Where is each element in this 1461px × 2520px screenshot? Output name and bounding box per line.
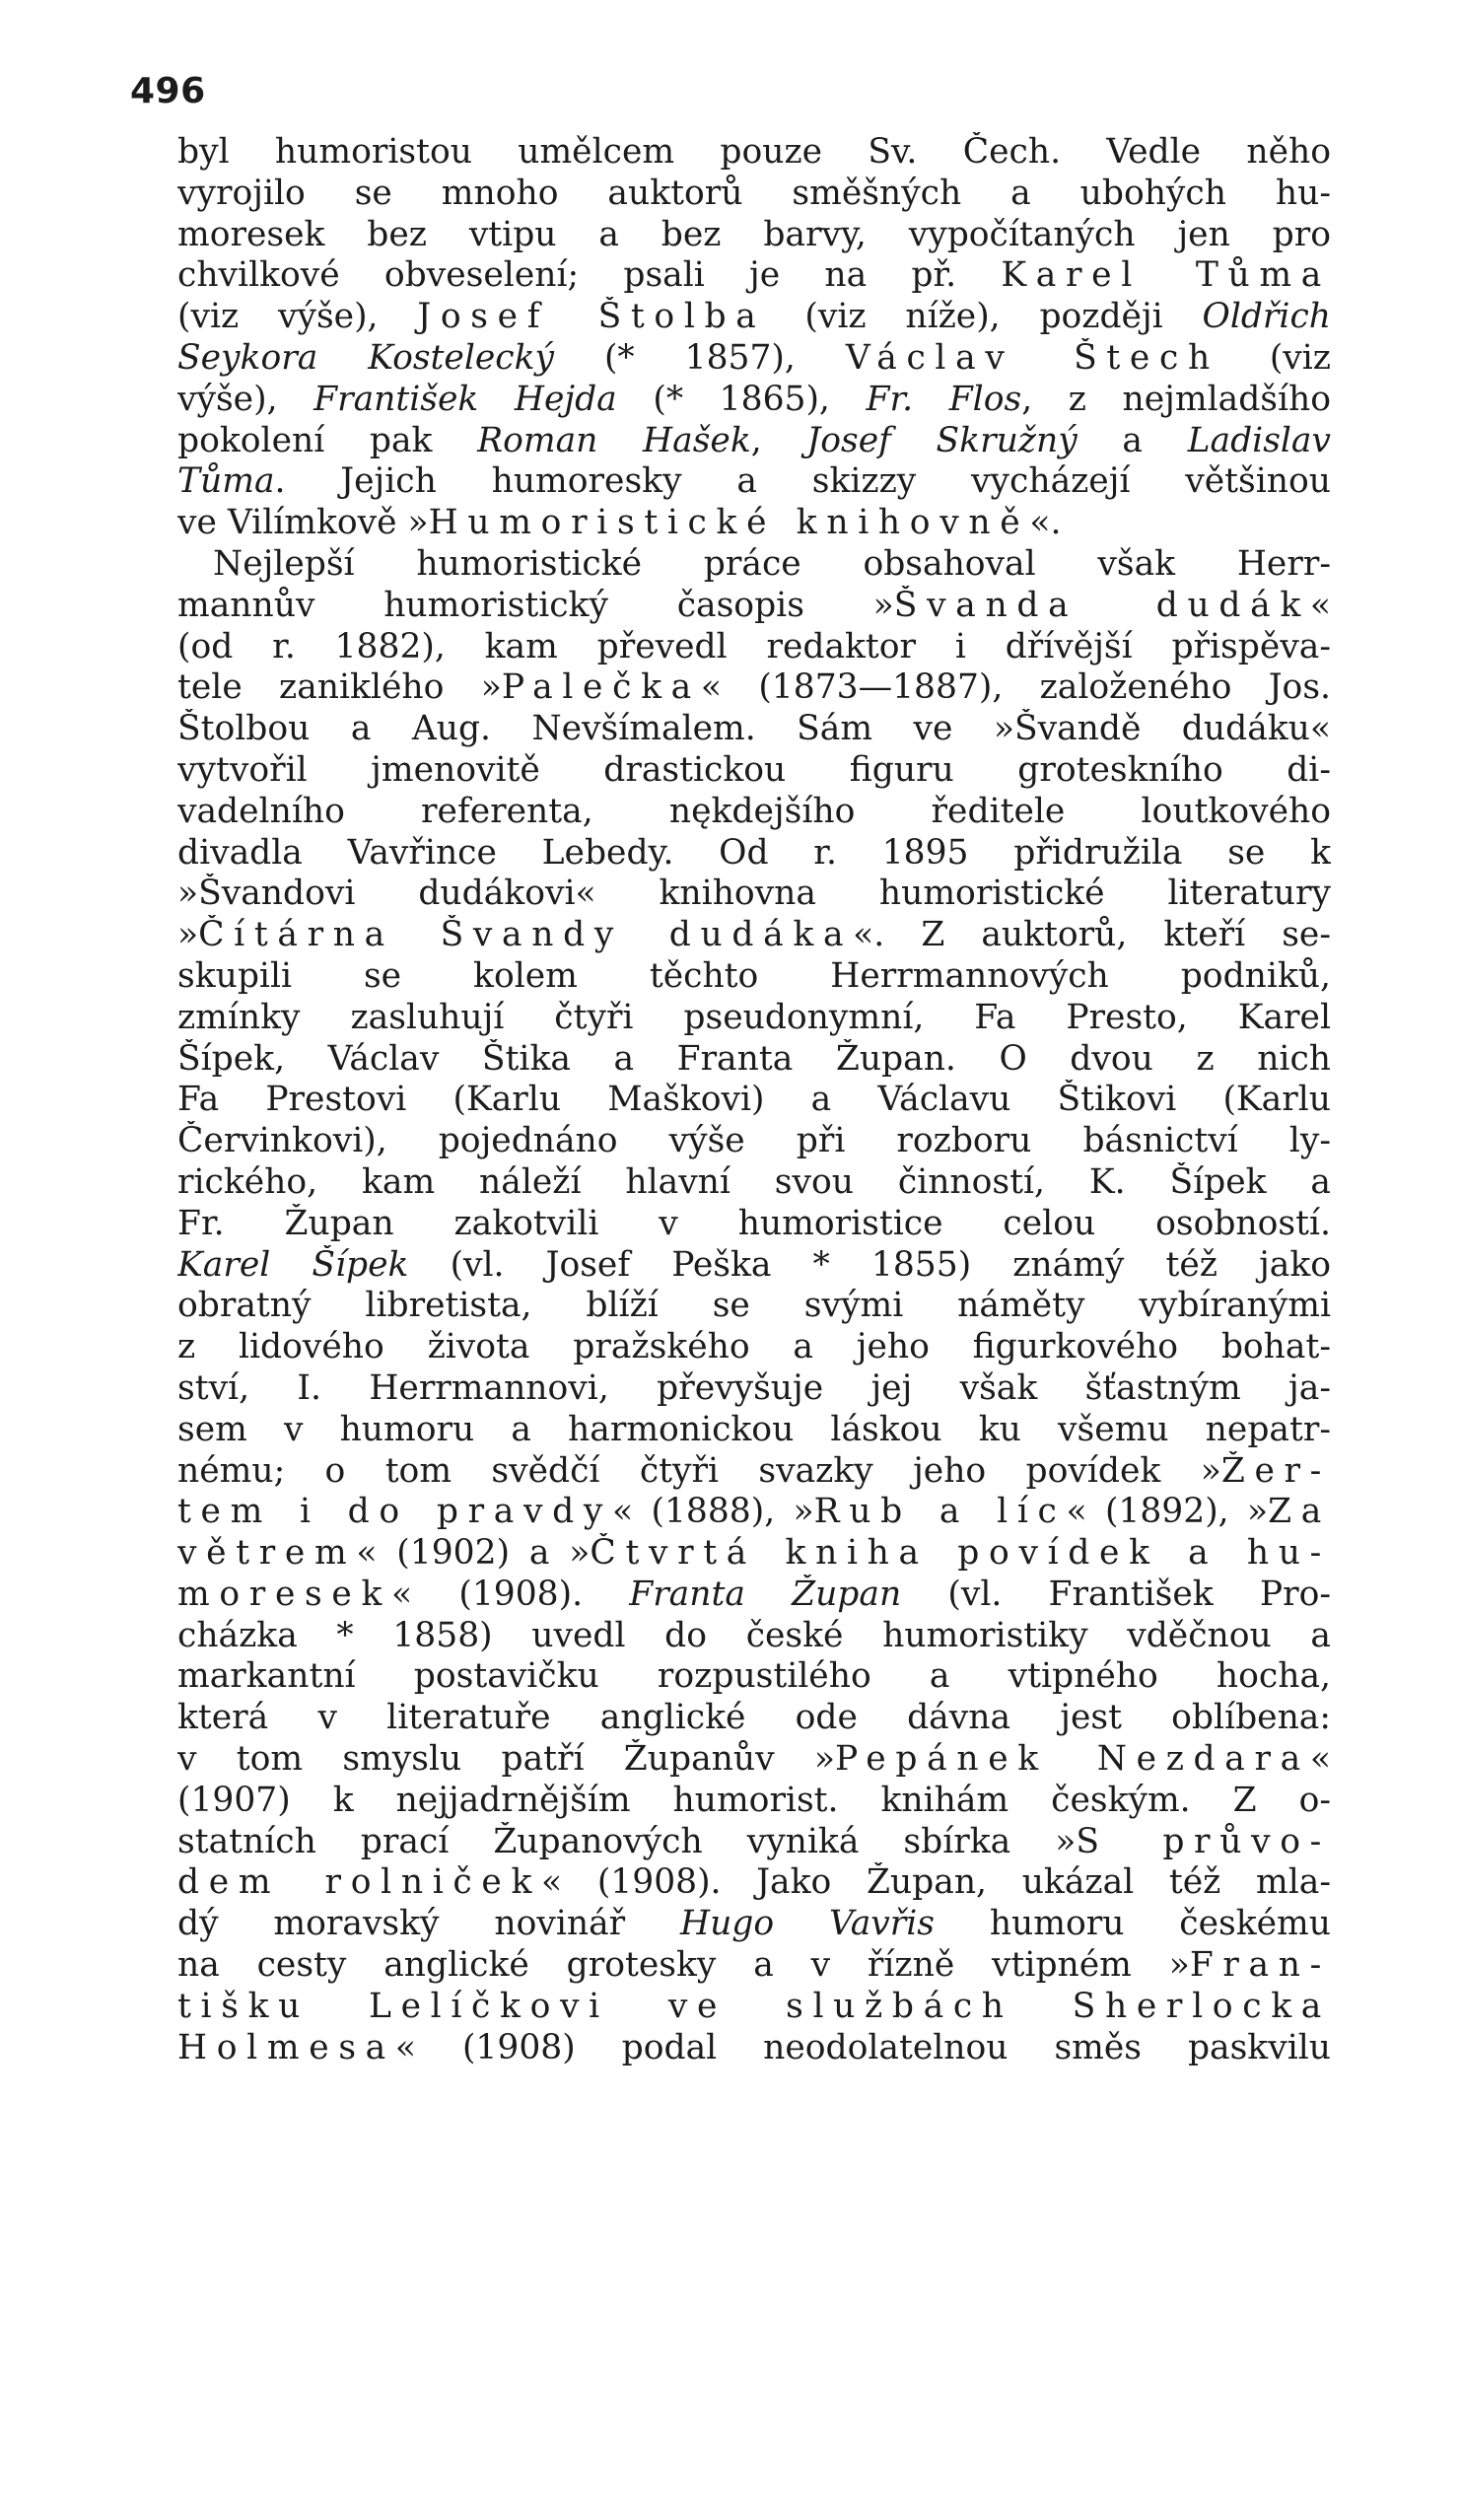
text-segment: »Švandovi dudákovi« knihovna humoristické literatury (177, 874, 1331, 914)
spaced-text: Čtvrtá kniha povídek a hu- (590, 1533, 1331, 1574)
text-segment: (viz níže), později (765, 297, 1203, 337)
text-segment: sem v humoru a harmonickou láskou ku všemu nepatr- (177, 1409, 1331, 1449)
text-segment: která v literatuře anglické ode dávna jest oblíbena: (177, 1698, 1331, 1738)
text-segment: humoru českému (935, 1904, 1331, 1944)
text-line (177, 1862, 1331, 1904)
text-segment: moresek bez vtipu a bez barvy, vypočítaných jen pro (177, 214, 1331, 254)
text-line (177, 421, 1331, 462)
text-line (177, 667, 1331, 709)
text-segment: (* 1865), (616, 379, 867, 419)
text-segment: » (177, 915, 199, 955)
spaced-text: Pepánek Nezdara (834, 1739, 1310, 1780)
text-segment: « (1908) podal neodolatelnou směs paskvilu (394, 2027, 1331, 2067)
text-line (177, 1781, 1331, 1822)
text-segment: vyrojilo se mnoho auktorů směšných a ubohých hu- (177, 173, 1331, 213)
text-segment: zmínky zasluhují čtyři pseudonymní, Fa Presto, Karel (177, 997, 1331, 1037)
spaced-text: Palečka (501, 667, 701, 708)
italic-name: Tůma (177, 461, 275, 502)
text-segment: Fr. Župan zakotvili v humoristice celou osobností. (177, 1203, 1331, 1243)
text-segment: (od r. 1882), kam převedl redaktor i dřívější přispěva- (177, 626, 1331, 666)
italic-name: Karel Šípek (177, 1244, 409, 1285)
text-line (177, 1616, 1331, 1657)
text-line (177, 792, 1331, 833)
text-segment: « (1892), » (1066, 1492, 1269, 1532)
text-line (177, 1162, 1331, 1204)
text-line (177, 1327, 1331, 1368)
spaced-text: tišku Lelíčkovi ve službách Sherlocka (177, 1986, 1331, 2026)
text-segment: obratný libretista, blíží se svými náměty vybíranými (177, 1286, 1331, 1326)
text-line (177, 915, 1331, 956)
italic-name: Seykora Kostelecký (177, 337, 555, 378)
text-segment: (vl. Josef Peška * 1855) známý též jako (408, 1244, 1331, 1285)
text-line (177, 2028, 1331, 2069)
text-segment: divadla Vavřince Lebedy. Od r. 1895 přidružila se k (177, 832, 1331, 873)
text-line (177, 380, 1331, 421)
text-line (177, 1904, 1331, 1945)
text-segment: « (1309, 1739, 1331, 1780)
italic-name: Franta Župan (629, 1574, 902, 1614)
text-segment: v tom smyslu patří Županův » (177, 1739, 835, 1780)
text-segment: (vl. František Pro- (901, 1574, 1331, 1614)
spaced-text: Žer- (1220, 1450, 1331, 1491)
body-text (177, 132, 1331, 2068)
text-segment: « (1888), » (612, 1492, 814, 1532)
text-line (177, 1533, 1331, 1575)
text-line (177, 255, 1331, 297)
text-line (177, 874, 1331, 915)
spaced-text: Rub a líc (813, 1492, 1067, 1532)
text-segment: , z nejmladšího (1021, 379, 1331, 419)
text-segment: nému; o tom svědčí čtyři svazky jeho povídek » (177, 1450, 1221, 1491)
spaced-text: dem rolniček (177, 1862, 542, 1903)
text-segment: cházka * 1858) uvedl do české humoristiky vděčnou a (177, 1615, 1331, 1655)
spaced-text: S průvo- (1076, 1821, 1331, 1861)
text-line (177, 544, 1331, 586)
text-line (177, 1987, 1331, 2028)
text-segment: « (1873—1887), založeného Jos. (700, 667, 1331, 708)
italic-name: Ladislav (1187, 420, 1331, 460)
text-line (177, 1739, 1331, 1781)
text-segment: (viz (1218, 337, 1331, 378)
text-segment: vytvořil jmenovitě drastickou figuru groteskního di- (177, 749, 1331, 790)
spaced-text: Čítárna Švandy dudáka (198, 915, 854, 955)
text-segment: Štolbou a Aug. Nevšímalem. Sám ve »Švandě dudáku« (177, 709, 1331, 749)
spaced-text: Václav Štech (845, 337, 1219, 378)
text-line (177, 297, 1331, 338)
text-segment: skupili se kolem těchto Herrmannových podniků, (177, 955, 1331, 996)
text-segment: rického, kam náleží hlavní svou činností, K. Šípek a (177, 1161, 1331, 1202)
text-line (177, 215, 1331, 256)
text-segment: Nejlepší humoristické práce obsahoval však Herr- (213, 543, 1331, 584)
text-segment: « (1902) a » (356, 1533, 591, 1574)
text-line (177, 1121, 1331, 1162)
italic-name: Josef Skružný (806, 420, 1078, 460)
text-segment: (1907) k nejjadrnějším humorist. knihám českým. Z o- (177, 1780, 1331, 1820)
text-segment: (viz výše), (177, 297, 418, 337)
text-line (177, 1410, 1331, 1451)
page-number: 496 (130, 71, 206, 111)
text-line (177, 1698, 1331, 1739)
italic-name: Hugo Vavřis (679, 1904, 936, 1944)
text-segment: markantní postavičku rozpustilého a vtipného hocha, (177, 1656, 1331, 1697)
text-line (177, 750, 1331, 792)
text-line (177, 461, 1331, 503)
text-segment: « (1908). Jako Župan, ukázal též mla- (541, 1862, 1331, 1903)
spaced-text: moresek (177, 1574, 392, 1614)
text-line (177, 1286, 1331, 1327)
spaced-text: Švanda dudák (893, 585, 1310, 625)
text-segment: pokolení pak (177, 420, 478, 460)
text-segment: « (1309, 585, 1331, 625)
italic-name: František Hejda (313, 379, 617, 419)
spaced-text: Holmesa (177, 2027, 395, 2067)
text-line (177, 1492, 1331, 1533)
text-line (177, 1822, 1331, 1863)
text-segment: výše), (177, 379, 314, 419)
text-segment: chvilkové obveselení; psali je na př. (177, 255, 1002, 296)
text-segment: dý moravský novinář (177, 1904, 680, 1944)
text-segment: « (1908). (391, 1574, 630, 1614)
spaced-text: Za (1268, 1492, 1331, 1532)
text-segment: (* 1857), (554, 337, 846, 378)
text-line (177, 1080, 1331, 1121)
text-line (177, 503, 1331, 544)
text-segment: vadelního referenta, nękdejšího ředitele loutkového (177, 791, 1331, 831)
text-line (177, 1451, 1331, 1493)
text-segment: Červinkovi), pojednáno výše při rozboru básnictví ly- (177, 1121, 1331, 1161)
spaced-text: tem i do pravdy (177, 1492, 613, 1532)
text-line (177, 1245, 1331, 1287)
text-line (177, 833, 1331, 875)
text-line (177, 586, 1331, 627)
text-line (177, 709, 1331, 750)
text-segment: a (1077, 420, 1188, 460)
text-line (177, 174, 1331, 215)
text-line (177, 956, 1331, 998)
spaced-text: Fran- (1189, 1945, 1331, 1986)
text-segment: Šípek, Václav Štika a Franta Župan. O dvou z nich (177, 1038, 1331, 1079)
text-segment: byl humoristou umělcem pouze Sv. Čech. Vedle něho (177, 132, 1331, 172)
text-line (177, 132, 1331, 174)
text-segment: ství, I. Herrmannovi, převyšuje jej však šťastným ja- (177, 1367, 1331, 1408)
spaced-text: Karel Tůma (1001, 255, 1331, 296)
text-line (177, 627, 1331, 668)
text-segment: ve Vilímkově » (177, 503, 429, 543)
spaced-text: Josef Štolba (417, 297, 766, 337)
text-line (177, 998, 1331, 1039)
text-line (177, 1945, 1331, 1987)
text-segment: . Jejich humoresky a skizzy vycházejí většinou (274, 461, 1331, 502)
text-segment: tele zaniklého » (177, 667, 502, 708)
text-line (177, 1204, 1331, 1245)
spaced-text: větrem (177, 1533, 357, 1574)
text-segment: , (750, 420, 807, 460)
text-line (177, 1656, 1331, 1698)
text-segment: «. Z auktorů, kteří se- (853, 915, 1331, 955)
text-segment: Fa Prestovi (Karlu Maškovi) a Václavu Štikovi (Karlu (177, 1080, 1331, 1120)
italic-name: Roman Hašek (477, 420, 751, 460)
text-segment: mannův humoristický časopis » (177, 585, 894, 625)
italic-name: Oldřich (1202, 297, 1331, 337)
italic-name: Fr. Flos (866, 379, 1022, 419)
spaced-text: Humoristické knihovně (428, 503, 1030, 543)
text-segment: statních prací Županových vyniká sbírka » (177, 1821, 1077, 1861)
text-line (177, 338, 1331, 380)
text-segment: na cesty anglické grotesky a v řízně vtipném » (177, 1945, 1190, 1986)
text-segment: z lidového života pražského a jeho figurkového bohat- (177, 1327, 1331, 1367)
text-line (177, 1575, 1331, 1616)
text-line (177, 1368, 1331, 1410)
text-segment: «. (1029, 503, 1062, 543)
text-line (177, 1039, 1331, 1081)
